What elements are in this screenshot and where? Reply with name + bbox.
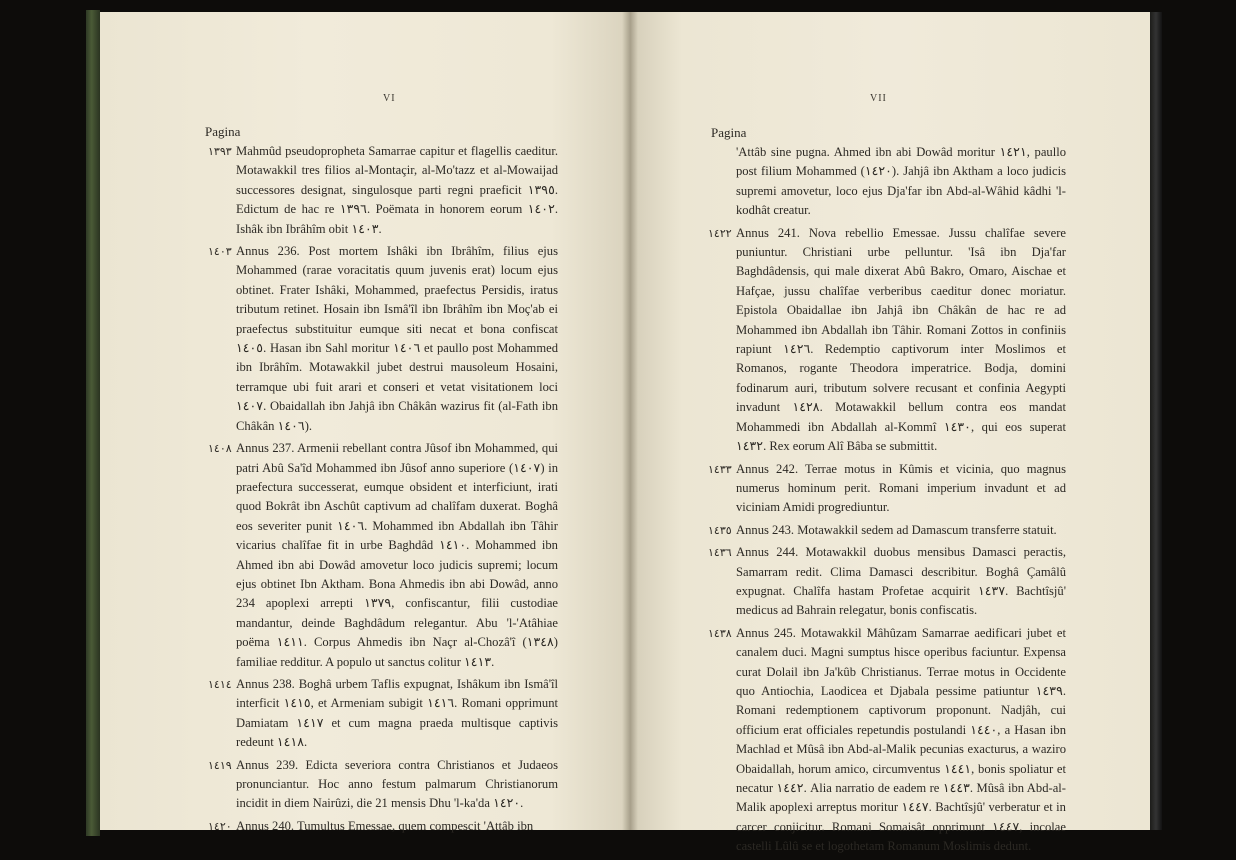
- right-page: [630, 12, 1150, 854]
- pagina-heading: Pagina: [205, 124, 241, 139]
- page-number-ref: ١٤٢٠: [208, 819, 232, 833]
- index-entry: [708, 224, 1066, 457]
- index-entry: [708, 521, 1066, 540]
- page-number-ref: ١٤٣٥: [708, 523, 732, 537]
- page-number-ref: ١٤٠٨: [208, 442, 232, 456]
- entry-text: Annus 237. Armenii rebellant contra Jûsof ibn Mohammed, qui patri Abû Sa'îd Mohammed ibn Jûsof anno superiore (١٤٠٧) in praefectura successerat, eumque obsident et interficiunt, irati quod Bokrât ibn Aschût captivum ad chalîfam duxerat. Boghâ eos severiter punit ١٤٠٦. Mohammed ibn Abdallah ibn Tâhir vicarius chalîfae fit in urbe Baghdâd ١٤١٠. Mohammed ibn Ahmed ibn abi Dowâd amovetur loco judicis supremi; locum ejus obtinet Ibn Aktham. Bona Ahmedis ibn abi Dowâd, anno 234 apoplexi arrepti ١٣٧٩, confiscantur, filii custodiae mandantur, deinde Baghdâdum relegantur. Abu 'l-'Atâhiae poëma ١٤١١. Corpus Ahmedis ibn Naçr al-Chozâ'î (١٣٤٨) familiae redditur. A populo ut sanctus colitur ١٤١٣.: [236, 441, 558, 669]
- entry-text: Annus 243. Motawakkil sedem ad Damascum transferre statuit.: [736, 522, 1057, 537]
- page-number-ref: ١٤٠٣: [208, 245, 232, 259]
- page-number-ref: ١٤٣٨: [708, 626, 732, 640]
- index-entry: [208, 756, 558, 814]
- page-number-ref: ١٤١٩: [208, 758, 232, 772]
- binding-right-edge: [1150, 12, 1162, 830]
- page-folio: VI: [383, 93, 396, 104]
- index-entry: [208, 817, 558, 836]
- index-entry: [208, 439, 558, 672]
- index-entry: [708, 543, 1066, 621]
- entry-text: Annus 239. Edicta severiora contra Christianos et Judaeos pronunciantur. Hoc anno festum palmarum Christianorum incidit in diem Nairûzi, die 21 mensis Dhu 'l-ka'da ١٤٢٠.: [236, 757, 558, 811]
- index-entry: [708, 460, 1066, 518]
- entry-text: Annus 244. Motawakkil duobus mensibus Damasci peractis, Samarram redit. Clima Damasci describitur. Boghâ Çamâlû expugnat. Chalîfa hastam Profetae acquirit ١٤٣٧. Bachtîsjû' medicus ad Bahrain relegatur, bonis confiscatis.: [736, 545, 1066, 618]
- page-number-ref: ١٤٣٦: [708, 546, 732, 560]
- index-entry: [708, 624, 1066, 857]
- page-number-ref: ١٤١٤: [208, 677, 232, 691]
- entry-text: Mahmûd pseudopropheta Samarrae capitur et flagellis caeditur. Motawakkil tres filios al-Montaçir, al-Mo'tazz et al-Mowaijad successores designat, singulosque parti regni praeficit ١٣٩٥. Edictum de hac re ١٣٩٦. Poëmata in honorem eorum ١٤٠٢. Ishâk ibn Ibrâhîm obit ١٤٠٣.: [236, 144, 558, 236]
- entry-text: Annus 240. Tumultus Emessae, quem compescit 'Attâb ibn: [236, 818, 534, 833]
- page-number-ref: ١٤٣٣: [708, 462, 732, 476]
- page-text: [708, 143, 1066, 860]
- index-entry: [208, 675, 558, 753]
- index-entry: [708, 143, 1066, 221]
- left-page: [100, 12, 630, 833]
- entry-text: 'Attâb sine pugna. Ahmed ibn abi Dowâd moritur ١٤٢١, paullo post filium Mohammed (١٤٢٠). Jahjâ ibn Aktham a loco judicis supremi amovetur, loco ejus Dja'far ibn Abd-al-Wâhid kâdhi 'l-kodhât creatur.: [736, 145, 1067, 218]
- entry-text: Annus 238. Boghâ urbem Taflis expugnat, Ishâkum ibn Ismâ'îl interficit ١٤١٥, et Armeniam subigit ١٤١٦. Romani opprimunt Damiatam ١٤١٧ et cum magna praeda multisque captivis redeunt ١٤١٨.: [236, 676, 559, 750]
- index-entry: [208, 142, 558, 239]
- page-number-ref: ١٣٩٣: [208, 145, 232, 158]
- binding-left-edge: [86, 10, 100, 836]
- entry-text: Annus 245. Motawakkil Mâhûzam Samarrae aedificari jubet et canalem duci. Magni sumptus hisce operibus faciuntur. Expensa curat Dolail ibn Ja'kûb Christianus. Terrae motus in Occidente quo Antiochia, Laodicea et Djabala pessime patiuntur ١٤٣٩. Romani redemptionem captivorum proponunt. Nadjâh, cui officium erat officiales repetundis postulandi ١٤٤٠, a Hasan ibn Machlad et Mûsâ ibn Abd-al-Malik pecunias exacturus, a waziro Obaidallah, horum amico, circumventus ١٤٤١, bonis spoliatur et necatur ١٤٤٢. Alia narratio de eadem re ١٤٤٣. Mûsâ ibn Abd-al-Malik apoplexi arreptus moritur ١٤٤٧. Bachtîsjû' verberatur et in carcer conjicitur. Romani Somaisât opprimunt ١٤٤٧, incolae castelli Lûlû se et logothetam Romanum Moslimis dedunt.: [736, 625, 1067, 854]
- index-entry: [208, 242, 558, 436]
- entry-text: Annus 242. Terrae motus in Kûmis et vicinia, quo magnus numerus hominum perit. Romani imperium invadunt et ad viciniam Amidi progrediuntur.: [736, 461, 1066, 515]
- page-text: [208, 142, 558, 839]
- page-folio: VII: [870, 93, 887, 104]
- book-gutter: [622, 12, 638, 830]
- page-number-ref: ١٤٢٢: [708, 226, 732, 240]
- entry-text: Annus 241. Nova rebellio Emessae. Jussu chalîfae severe puniuntur. Christiani urbe pelluntur. 'Isâ ibn Dja'far Baghdâdensis, qui male dixerat Abû Bakro, Omaro, Aischae et Hafçae, jussu chalîfae verberibus caeditur donec moriatur. Epistola Obaidallae ibn Jahjâ ibn Châkân de hac re ad Mohammed ibn Abdallah ibn Tâhir. Romani Zottos in confiniis rapiunt ١٤٢٦. Redemptio captivorum inter Moslimos et Romanos, rogante Theodora imperatrice. Bodja, domini fodinarum auri, tributum solvere recusant et confinia Aegypti invadunt ١٤٢٨. Motawakkil bellum contra eos mandat Mohammedi ibn Abdallah al-Kommî ١٤٣٠, qui eos superat ١٤٣٢. Rex eorum Alî Bâba se submittit.: [736, 225, 1066, 454]
- entry-text: Annus 236. Post mortem Ishâki ibn Ibrâhîm, filius ejus Mohammed (rarae voracitatis quum juvenis erat) locum ejus obtinet. Frater Ishâki, Mohammed, praefectus Persidis, iratus tributum retinet. Hosain ibn Ismâ'îl ibn Ibrâhîm ibn Moç'ab ei praefectus substituitur eumque siti necat et bona confiscat ١٤٠٥. Hasan ibn Sahl moritur ١٤٠٦ et paullo post Mohammed ibn Ibrâhîm. Motawakkil jubet destrui mausoleum Hosaini, terramque ubi fuit arari et conseri et vetat visitationem loci ١٤٠٧. Obaidallah ibn Jahjâ ibn Châkân wazirus fit (al-Fath ibn Châkân ١٤٠٦).: [236, 244, 559, 433]
- pagina-heading: Pagina: [711, 125, 747, 140]
